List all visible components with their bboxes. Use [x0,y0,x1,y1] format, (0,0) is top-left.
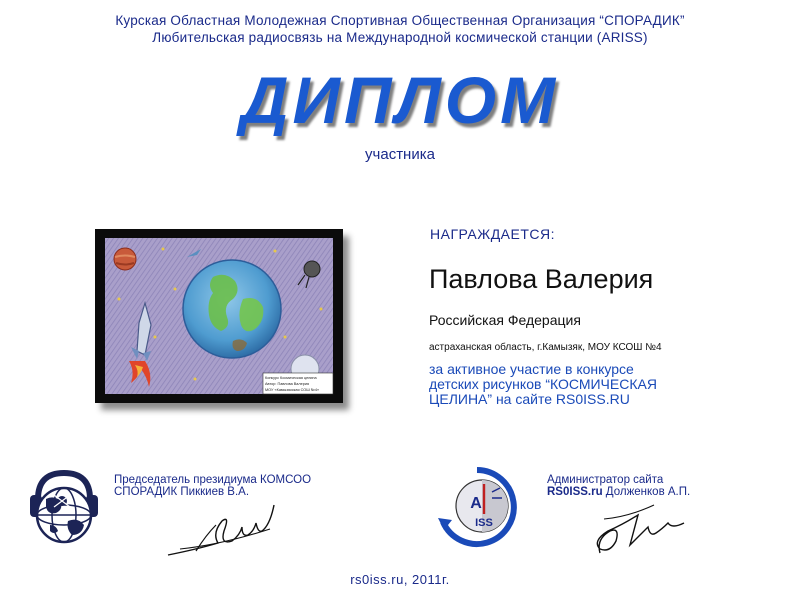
recipient-school: астраханская область, г.Камызяк, МОУ КСОШ №4 [429,342,662,353]
admin-line-1: Администратор сайта [547,474,664,486]
footer-text: rs0iss.ru, 2011г. [350,572,450,587]
award-label: НАГРАЖДАЕТСЯ: [430,226,556,242]
ariss-logo [432,462,522,557]
reason-line-2: детских рисунков “КОСМИЧЕСКАЯ [429,376,657,392]
drawing-frame [95,229,343,403]
admin-site: RS0ISS.ru [547,486,603,498]
diploma-subtitle: участника [365,146,435,163]
drawing-label-line-1: Конкурс Космическая целина [265,376,317,380]
ariss-logo-a: A [470,495,482,512]
chair-line-2: СПОРАДИК Пиккиев В.А. [114,486,250,498]
earth-drawing [183,260,281,358]
header-line-1: Курская Областная Молодежная Спортивная Общественная Организация “СПОРАДИК” [115,13,685,28]
recipient-name: Павлова Валерия [429,264,654,294]
ariss-logo-iss: ISS [475,517,493,529]
drawing-label-line-3: МОУ «Камызякская СОШ №4» [265,388,320,392]
header-line-2: Любительская радиосвязь на Международной космической станции (ARISS) [152,30,648,45]
diploma-title: ДИПЛОМ [240,63,560,137]
chair-signature [160,495,300,570]
admin-signature [580,495,690,570]
award-reason [429,362,769,407]
admin-name: Долженков А.П. [602,486,691,498]
reason-line-3: ЦЕЛИНА” на сайте RS0ISS.RU [429,391,630,407]
chair-line-1: Председатель президиума КОМСОО [114,474,312,486]
recipient-country: Российская Федерация [429,312,581,328]
sporadik-logo [24,465,104,560]
planet-drawing [114,248,136,270]
drawing-image [95,229,343,403]
drawing-label-line-2: Автор: Павлова Валерия [265,382,310,386]
reason-line-1: за активное участие в конкурсе [429,361,634,377]
